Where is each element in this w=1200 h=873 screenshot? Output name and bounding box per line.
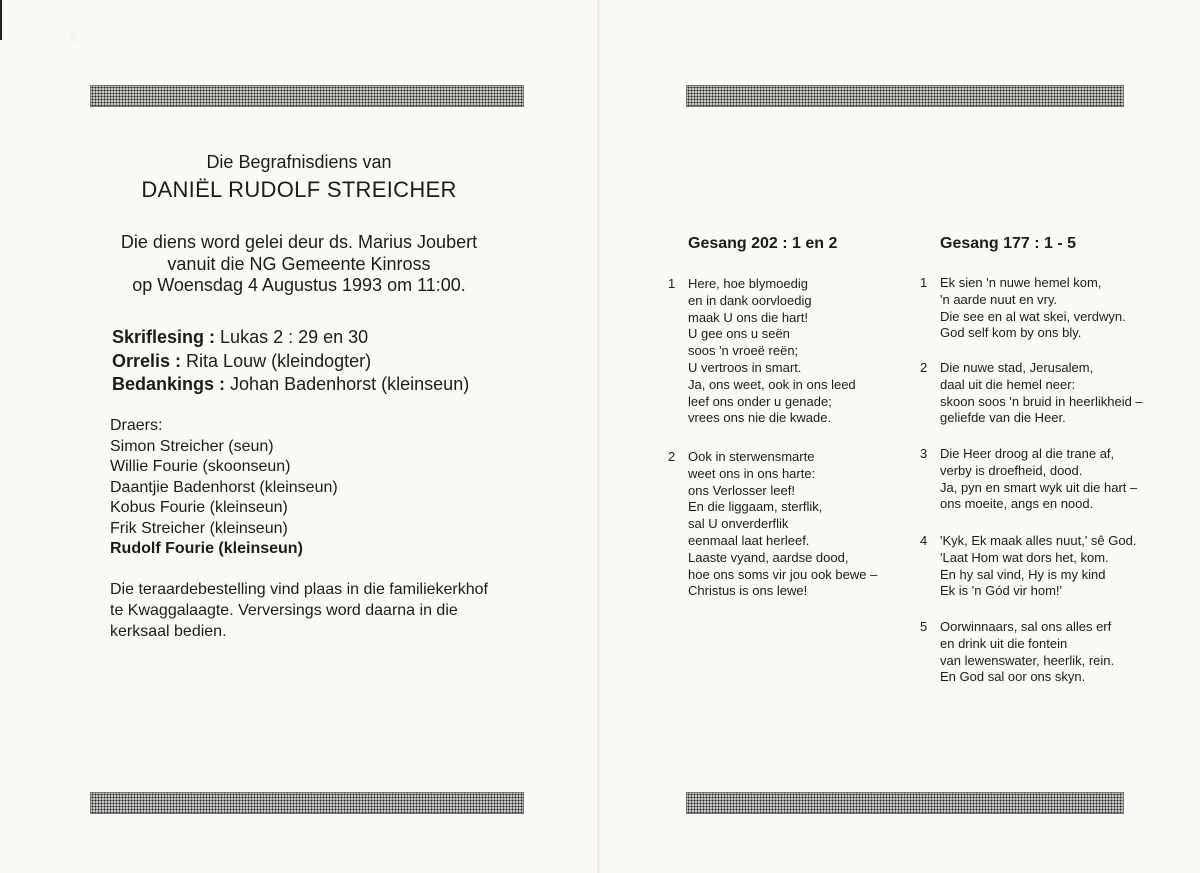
verse-line: sal U onverderflik — [688, 516, 789, 532]
hymn-title: Gesang 177 : 1 - 5 — [940, 235, 1077, 252]
left-page — [0, 0, 599, 873]
verse-line: maak U ons die hart! — [688, 309, 808, 325]
pallbearer: Frik Streicher (kleinseun) — [110, 519, 288, 537]
verse — [668, 276, 856, 427]
burial-notice — [110, 579, 530, 642]
verse-line: ons Verlosser leef! — [688, 482, 795, 498]
verse-line: ons moeite, angs en nood. — [940, 496, 1094, 512]
bleed-through: ▒ — [70, 30, 79, 44]
halftone-band-bottom — [686, 792, 1124, 814]
verse-number: 3 — [920, 446, 928, 461]
verse-line: van lewenswater, heerlik, rein. — [940, 652, 1115, 668]
verse-line: En hy sal vind, Hy is my kind — [940, 566, 1106, 582]
verse-line: daal uit die hemel neer: — [940, 376, 1076, 392]
service-details — [0, 232, 598, 297]
verse-line: Die see en al wat skei, verdwyn. — [940, 308, 1126, 324]
verse-line: Ook in sterwensmarte — [688, 449, 815, 464]
role-scripture: Skriflesing : Lukas 2 : 29 en 30 — [112, 327, 369, 347]
service-line: Die diens word gelei deur ds. Marius Joubert — [120, 232, 478, 252]
burial-line: te Kwaggalaagte. Verversings word daarna in die — [110, 602, 458, 619]
verse-line: 'Kyk, Ek maak alles nuut,' sê God. — [940, 533, 1137, 548]
verse-line: U vertroos in smart. — [688, 359, 802, 375]
pallbearers — [110, 416, 338, 560]
verse-line: Ja, pyn en smart wyk uit die hart – — [940, 479, 1138, 495]
verse-line: Christus is ons lewe! — [688, 583, 808, 599]
pallbearers-heading: Draers: — [110, 417, 163, 434]
verse — [920, 533, 1137, 600]
service-line: vanuit die NG Gemeente Kinross — [167, 253, 431, 274]
verse-line: U gee ons u seën — [688, 326, 790, 342]
verse-line: 'n aarde nuut en vry. — [940, 291, 1058, 307]
pallbearer: Kobus Fourie (kleinseun) — [110, 499, 288, 516]
halftone-band-top — [90, 85, 524, 107]
role-thanks: Bedankings : Johan Badenhorst (kleinseun) — [112, 374, 470, 394]
verse-line: God self kom by ons bly. — [940, 325, 1082, 341]
hymn-title: Gesang 202 : 1 en 2 — [688, 235, 838, 252]
intro-text: Die Begrafnisdiens van — [206, 152, 392, 172]
verse-line: Die nuwe stad, Jerusalem, — [940, 360, 1094, 375]
verse-line: vrees ons nie die kwade. — [688, 410, 832, 426]
verse-line: Laaste vyand, aardse dood, — [688, 549, 849, 565]
verse — [920, 619, 1115, 686]
verse-line: Ek is 'n Gód vir hom!' — [940, 583, 1063, 599]
pallbearer: Simon Streicher (seun) — [110, 437, 274, 455]
roles-list — [112, 326, 469, 397]
verse-number: 4 — [920, 533, 928, 548]
verse — [920, 275, 1126, 342]
pallbearer: Willie Fourie (skoonseun) — [110, 458, 291, 475]
verse-line: Here, hoe blymoedig — [688, 276, 808, 291]
verse-number: 1 — [668, 276, 676, 291]
verse-line: en in dank oorvloedig — [688, 292, 812, 308]
verse-line: Oorwinnaars, sal ons alles erf — [940, 619, 1112, 634]
pallbearer: Rudolf Fourie (kleinseun) — [110, 540, 303, 557]
verse-line: skoon soos 'n bruid in heerlikheid – — [940, 393, 1143, 409]
verse-line: Die Heer droog al die trane af, — [940, 446, 1115, 461]
burial-line: kerksaal bedien. — [110, 623, 227, 640]
verse-line: verby is droefheid, dood. — [940, 462, 1083, 478]
verse-number: 1 — [920, 275, 928, 290]
halftone-band-bottom — [90, 792, 524, 814]
verse-line: Ek sien 'n nuwe hemel kom, — [940, 275, 1102, 290]
deceased-name: DANIËL RUDOLF STREICHER — [141, 177, 457, 202]
verse-line: hoe ons soms vir jou ook bewe – — [688, 566, 878, 582]
verse — [668, 449, 878, 600]
right-page — [600, 0, 1200, 873]
verse-number: 2 — [920, 360, 928, 375]
verse-line: Ja, ons weet, ook in ons leed — [688, 376, 856, 392]
verse-number: 5 — [920, 619, 928, 634]
verse — [920, 446, 1138, 513]
verse-line: eenmaal laat herleef. — [688, 532, 810, 548]
verse-line: leef ons onder u genade; — [688, 393, 832, 409]
verse-line: en drink uit die fontein — [940, 635, 1068, 651]
verse-line: weet ons in ons harte: — [688, 465, 816, 481]
halftone-band-top — [686, 85, 1124, 107]
service-line: op Woensdag 4 Augustus 1993 om 11:00. — [132, 275, 466, 295]
edge-mark — [0, 0, 2, 40]
verse-line: 'Laat Hom wat dors het, kom. — [940, 549, 1109, 565]
pallbearer: Daantjie Badenhorst (kleinseun) — [110, 478, 338, 496]
verse-line: En die liggaam, sterflik, — [688, 499, 823, 515]
verse — [920, 360, 1143, 427]
verse-line: En God sal oor ons skyn. — [940, 669, 1086, 685]
role-organist: Orrelis : Rita Louw (kleindogter) — [112, 350, 372, 371]
verse-number: 2 — [668, 449, 676, 464]
verse-line: geliefde van die Heer. — [940, 410, 1066, 426]
burial-line: Die teraardebestelling vind plaas in die familiekerkhof — [110, 581, 488, 598]
verse-line: soos 'n vroeë reën; — [688, 343, 799, 359]
